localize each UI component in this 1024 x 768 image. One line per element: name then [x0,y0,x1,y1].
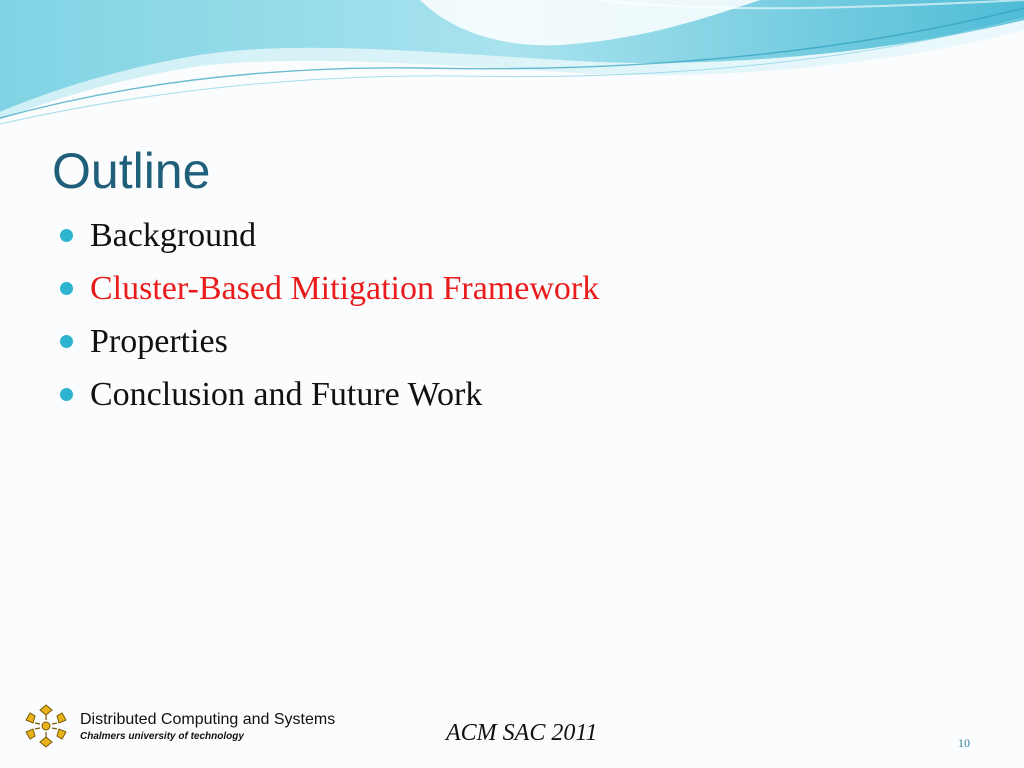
conference-label: ACM SAC 2011 [446,720,598,746]
bullet-item-conclusion-and-future-work [58,369,599,422]
bullet-text: Properties [90,323,228,360]
organization-subtitle: Chalmers university of technology [80,731,244,742]
bullet-text: Conclusion and Future Work [90,376,483,413]
bullet-item-background [58,210,599,263]
bullet-dot-icon [60,335,73,348]
bullet-dot-icon [60,229,73,242]
organization-name: Distributed Computing and Systems [80,711,336,728]
bullet-dot-icon [60,282,73,295]
bullet-dot-icon [60,388,73,401]
bullet-text: Background [90,217,257,254]
slide-title: Outline [52,143,211,199]
bullet-item-properties [58,316,599,369]
bullet-list [58,210,599,422]
top-wave-decoration [0,0,1024,130]
chalmers-dcs-logo-icon [22,702,70,750]
bullet-text: Cluster-Based Mitigation Framework [90,270,600,307]
bullet-item-cluster-based-mitigation-framework [58,263,599,316]
page-number: 10 [958,736,970,750]
